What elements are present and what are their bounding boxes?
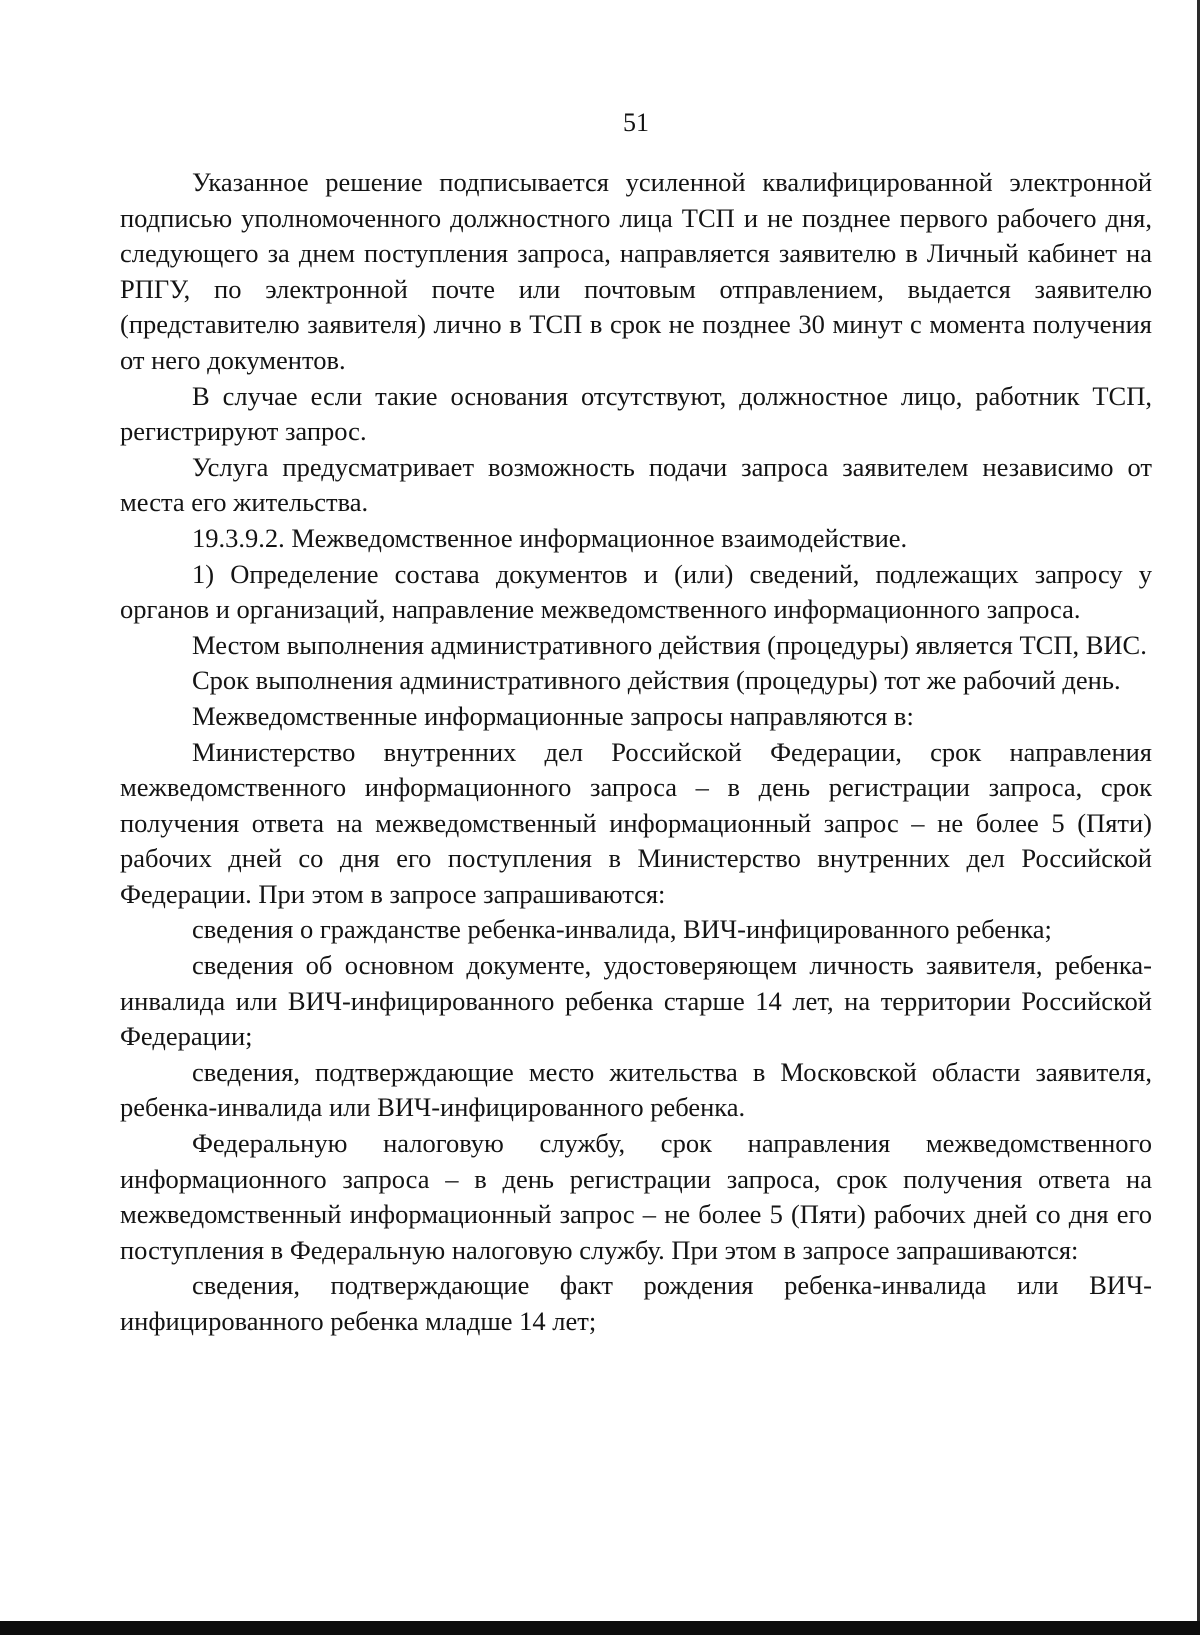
paragraph-decision-signing: Указанное решение подписывается усиленной квалифицированной электронной подписью уполномоченного должностного лица ТСП и не позднее первого рабочего дня, следующего за днем поступления запроса, направляется заявителю в Личный кабинет на РПГУ, по электронной почте или почтовым отправлением, выдается заявителю (представителю заявителя) лично в ТСП в срок не позднее 30 минут с момента получения от него документов. [120,167,1152,375]
document-body [120,165,1152,1340]
paragraph-requests-sent-to: Межведомственные информационные запросы направляются в: [192,700,914,731]
paragraph-ministry-internal-affairs: Министерство внутренних дел Российской Федерации, срок направления межведомственного информационного запроса – в день регистрации запроса, срок получения ответа на межведомственный информационный запрос – не более 5 (Пяти) рабочих дней со дня его поступления в Министерство внутренних дел Российской Федерации. При этом в запросе запрашиваются: [120,736,1152,909]
paragraph-citizenship-info: сведения о гражданстве ребенка-инвалида, ВИЧ-инфицированного ребенка; [192,914,1052,945]
paragraph-no-grounds: В случае если такие основания отсутствуют, должностное лицо, работник ТСП, регистрируют запрос. [120,380,1152,447]
page-number: 51 [623,108,649,137]
paragraph-determination-of-documents: 1) Определение состава документов и (или) сведений, подлежащих запросу у органов и организаций, направление межведомственного информационного запроса. [120,558,1152,625]
paragraph-place-of-execution: Местом выполнения административного действия (процедуры) является ТСП, ВИС. [192,629,1147,660]
paragraph-residence-info: сведения, подтверждающие место жительства в Московской области заявителя, ребенка-инвалида или ВИЧ-инфицированного ребенка. [120,1056,1152,1123]
paragraph-federal-tax-service: Федеральную налоговую службу, срок направления межведомственного информационного запроса – в день регистрации запроса, срок получения ответа на межведомственный информационный запрос – не более 5 (Пяти) рабочих дней со дня его поступления в Федеральную налоговую службу. При этом в запросе запрашиваются: [120,1128,1152,1265]
paragraph-identity-document-info: сведения об основном документе, удостоверяющем личность заявителя, ребенка-инвалида или ВИЧ-инфицированного ребенка старше 14 лет, на территории Российской Федерации; [120,950,1152,1052]
paragraph-birth-fact-info: сведения, подтверждающие факт рождения ребенка-инвалида или ВИЧ-инфицированного ребенка младше 14 лет; [120,1270,1152,1336]
paragraph-independent-of-residence: Услуга предусматривает возможность подачи запроса заявителем независимо от места его жительства. [120,451,1152,518]
paragraph-execution-term: Срок выполнения административного действия (процедуры) тот же рабочий день. [192,665,1121,696]
scan-bottom-band [0,1621,1200,1635]
paragraph-section-heading: 19.3.9.2. Межведомственное информационное взаимодействие. [192,522,908,553]
